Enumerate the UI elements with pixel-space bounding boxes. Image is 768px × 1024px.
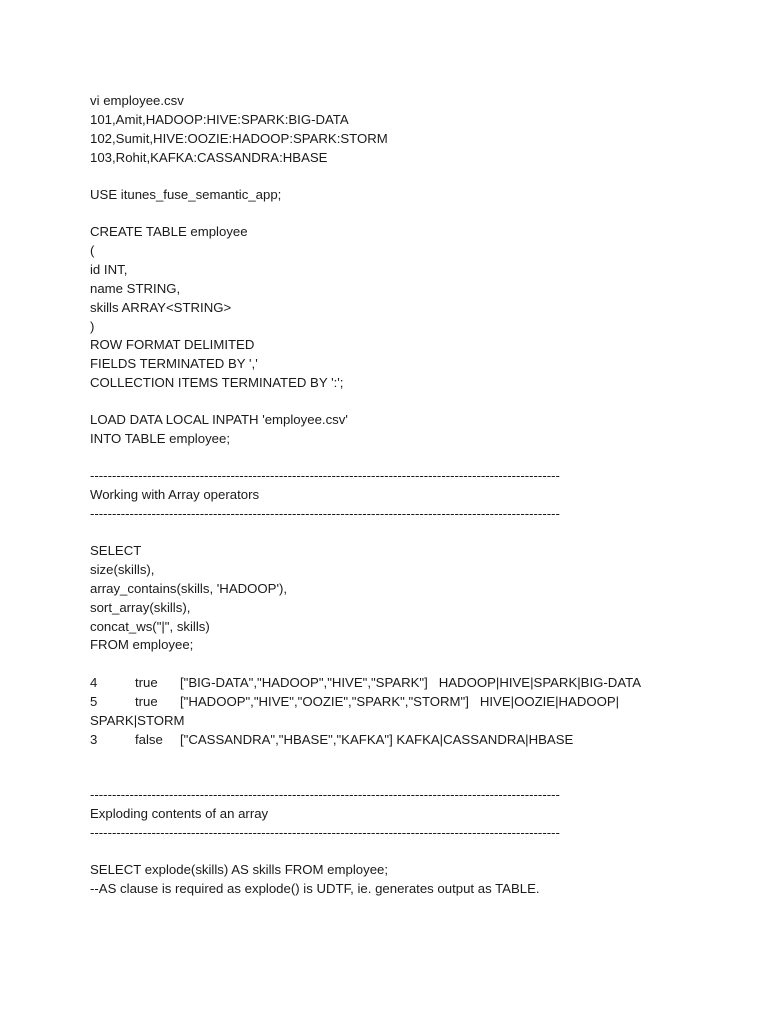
result-row bbox=[90, 730, 574, 749]
result-row bbox=[90, 673, 642, 692]
result-row bbox=[90, 692, 620, 711]
result-arrays: ["CASSANDRA","HBASE","KAFKA"] KAFKA|CASSANDRA|HBASE bbox=[180, 732, 574, 747]
result-size: 5 bbox=[90, 694, 98, 709]
code-line-skills-column: skills ARRAY<STRING> bbox=[90, 300, 232, 315]
result-row-wrap: SPARK|STORM bbox=[90, 713, 185, 728]
result-size: 3 bbox=[90, 732, 98, 747]
csv-line-103: 103,Rohit,KAFKA:CASSANDRA:HBASE bbox=[90, 150, 328, 165]
code-line-open-paren: ( bbox=[90, 243, 95, 258]
code-line-array-contains: array_contains(skills, 'HADOOP'), bbox=[90, 581, 288, 596]
section-divider: ----------------------------------------------------------------------------------------------------------- bbox=[90, 787, 560, 802]
result-size: 4 bbox=[90, 675, 98, 690]
result-contains: true bbox=[135, 675, 158, 690]
code-line-load-data: LOAD DATA LOCAL INPATH 'employee.csv' bbox=[90, 412, 348, 427]
section-divider: ----------------------------------------------------------------------------------------------------------- bbox=[90, 825, 560, 840]
code-line-name-column: name STRING, bbox=[90, 281, 181, 296]
result-arrays: ["BIG-DATA","HADOOP","HIVE","SPARK"] HADOOP|HIVE|SPARK|BIG-DATA bbox=[180, 675, 642, 690]
code-line-id-column: id INT, bbox=[90, 262, 128, 277]
code-line-concat-ws: concat_ws("|", skills) bbox=[90, 619, 210, 634]
section-heading-explode: Exploding contents of an array bbox=[90, 806, 269, 821]
result-contains: false bbox=[135, 732, 163, 747]
section-heading-array-ops: Working with Array operators bbox=[90, 487, 260, 502]
result-contains: true bbox=[135, 694, 158, 709]
code-line-size: size(skills), bbox=[90, 562, 155, 577]
section-divider: ----------------------------------------------------------------------------------------------------------- bbox=[90, 506, 560, 521]
code-line-into-table: INTO TABLE employee; bbox=[90, 431, 230, 446]
code-comment-udtf: --AS clause is required as explode() is UDTF, ie. generates output as TABLE. bbox=[90, 881, 540, 896]
code-line-close-paren: ) bbox=[90, 319, 95, 334]
code-line-fields-term: FIELDS TERMINATED BY ',' bbox=[90, 356, 258, 371]
result-arrays: ["HADOOP","HIVE","OOZIE","SPARK","STORM"] HIVE|OOZIE|HADOOP| bbox=[180, 694, 620, 709]
code-line-sort-array: sort_array(skills), bbox=[90, 600, 191, 615]
csv-line-102: 102,Sumit,HIVE:OOZIE:HADOOP:SPARK:STORM bbox=[90, 131, 388, 146]
code-line-use-database: USE itunes_fuse_semantic_app; bbox=[90, 187, 282, 202]
csv-line-101: 101,Amit,HADOOP:HIVE:SPARK:BIG-DATA bbox=[90, 112, 349, 127]
code-line-create-table: CREATE TABLE employee bbox=[90, 224, 248, 239]
code-line-from-employee: FROM employee; bbox=[90, 637, 194, 652]
section-divider: ----------------------------------------------------------------------------------------------------------- bbox=[90, 468, 560, 483]
code-line-collection-term: COLLECTION ITEMS TERMINATED BY ':'; bbox=[90, 375, 344, 390]
code-line-row-format: ROW FORMAT DELIMITED bbox=[90, 337, 255, 352]
code-line-select-explode: SELECT explode(skills) AS skills FROM employee; bbox=[90, 862, 389, 877]
code-line-vi-command: vi employee.csv bbox=[90, 93, 184, 108]
code-line-select: SELECT bbox=[90, 543, 142, 558]
